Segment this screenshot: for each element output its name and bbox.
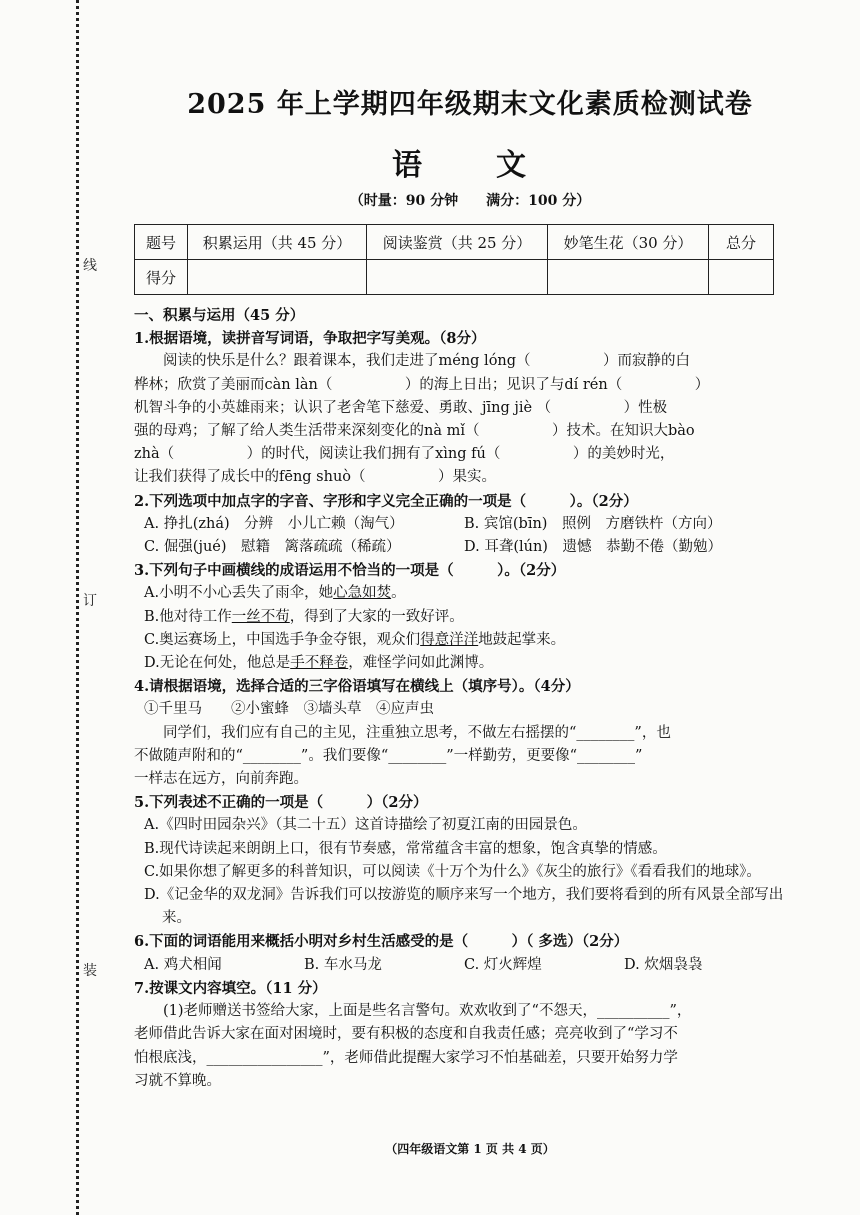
question-6-title: 6.下面的词语能用来概括小明对乡村生活感受的是（ ）（ 多选）（2分） (134, 933, 629, 951)
option-c: C. 灯火辉煌 (464, 956, 542, 973)
binding-char-line: 线 (83, 258, 97, 274)
score-cell-label: 题号 (135, 225, 188, 260)
binding-char-order: 订 (83, 593, 97, 609)
underlined-idiom: 手不释卷 (290, 655, 349, 672)
option-b: B.现代诗读起来朗朗上口，很有节奏感，常常蕴含丰富的想象，饱含真挚的情感。 (144, 840, 667, 857)
option-d: D.《记金华的双龙洞》告诉我们可以按游览的顺序来写一个地方，我们要将看到的所有风景全部写出来。 (144, 887, 784, 927)
option-c: C.如果你想了解更多的科普知识，可以阅读《十万个为什么》《灰尘的旅行》《看看我们的地球》。 (144, 863, 761, 880)
option-d: D. 炊烟袅袅 (624, 956, 703, 973)
question-7-line: 习就不算晚。 (134, 1072, 221, 1089)
score-cell-section1: 积累运用（共 45 分） (188, 225, 367, 260)
question-1-title: 1.根据语境，读拼音写词语，争取把字写美观。（8分） (134, 330, 486, 348)
option-a: A. 鸡犬相闻 (144, 956, 222, 973)
exam-content (134, 304, 784, 1093)
option-a: A. 挣扎(zhá) 分辨 小儿亡赖（淘气） (144, 515, 404, 532)
score-blank[interactable] (188, 260, 367, 295)
question-6-options (134, 954, 784, 977)
score-cell-section3: 妙笔生花（30 分） (548, 225, 709, 260)
exam-title: 2025 年上学期四年级期末文化素质检测试卷 (187, 89, 753, 120)
score-blank[interactable] (709, 260, 774, 295)
score-table (134, 224, 774, 295)
underlined-idiom: 心急如焚 (333, 585, 392, 602)
question-1-line: 桦林；欣赏了美丽而càn làn（ ）的海上日出；见识了与dí rén（ ） (134, 376, 710, 393)
question-4-title: 4.请根据语境，选择合适的三字俗语填写在横线上（填序号）。（4分） (134, 678, 580, 696)
question-7-line: 老师借此告诉大家在面对困境时，要有积极的态度和自我责任感；亮亮收到了“学习不 (134, 1026, 678, 1043)
option-c: C. 倔强(jué) 慰籍 篱落疏疏（稀疏） (144, 539, 401, 556)
question-1-line: 让我们获得了成长中的fēng shuò（ ）果实。 (134, 469, 497, 486)
score-table-header-row (135, 225, 774, 260)
question-2-options-ab (134, 513, 784, 536)
page-footer: （四年级语文第 1 页 共 4 页） (385, 1142, 555, 1156)
question-3-title: 3.下列句子中画横线的成语运用不恰当的一项是（ ）。（2分） (134, 562, 566, 580)
question-2-title: 2.下列选项中加点字的字音、字形和字义完全正确的一项是（ ）。（2分） (134, 492, 638, 510)
option-d: D.无论在何处，他总是手不释卷，难怪学问如此渊博。 (144, 655, 494, 672)
option-a: A.《四时田园杂兴》（其二十五）这首诗描绘了初夏江南的田园景色。 (144, 817, 587, 834)
question-1-line: 强的母鸡；了解了给人类生活带来深刻变化的nà mǐ（ ）技术。在知识大bào (134, 423, 695, 440)
binding-dotted-line (76, 0, 79, 1215)
underlined-idiom: 一丝不苟 (231, 608, 290, 625)
question-5-title: 5.下列表述不正确的一项是（ ）（2分） (134, 794, 428, 812)
score-table-score-row (135, 260, 774, 295)
question-1-line: 机智斗争的小英雄雨来；认识了老舍笔下慈爱、勇敢、jīng jiè （ ）性极 (134, 399, 668, 416)
question-1-line: zhà（ ）的时代，阅读让我们拥有了xìng fú（ ）的美妙时光， (134, 446, 675, 463)
score-blank[interactable] (367, 260, 548, 295)
score-cell-total: 总分 (709, 225, 774, 260)
option-c: C.奥运赛场上，中国选手争金夺银，观众们得意洋洋地鼓起掌来。 (144, 631, 566, 648)
underlined-idiom: 得意洋洋 (420, 631, 479, 648)
score-cell-section2: 阅读鉴赏（共 25 分） (367, 225, 548, 260)
question-1-line: 阅读的快乐是什么？跟着课本，我们走进了méng lóng（ ）而寂静的白 (163, 353, 691, 370)
question-7-line: 怕根底浅，________________”，老师借此提醒大家学习不怕基础差，只要开始努力学 (134, 1049, 678, 1066)
score-blank[interactable] (548, 260, 709, 295)
option-b: B. 宾馆(bīn) 照例 方磨铁杵（方向） (464, 515, 722, 532)
question-7-title: 7.按课文内容填空。（11 分） (134, 979, 327, 997)
option-b: B.他对待工作一丝不苟，得到了大家的一致好评。 (144, 608, 464, 625)
section-title: 一、积累与运用（45 分） (134, 307, 305, 324)
score-cell-score-label: 得分 (135, 260, 188, 295)
question-4-options: ①千里马 ②小蜜蜂 ③墙头草 ④应声虫 (144, 701, 434, 718)
question-4-line: 不做随声附和的“________”。我们要像“________”一样勤劳，更要像“________” (134, 747, 643, 764)
binding-char-bind: 装 (83, 963, 97, 979)
option-b: B. 车水马龙 (304, 956, 382, 973)
exam-timing: （时量：90 分钟 满分：100 分） (349, 193, 591, 209)
option-a: A.小明不小心丢失了雨伞，她心急如焚。 (144, 585, 406, 602)
question-4-line: 同学们，我们应有自己的主见，注重独立思考，不做左右摇摆的“________”，也 (163, 724, 671, 741)
exam-subject: 语 文 (392, 148, 548, 183)
question-7-line: (1)老师赠送书签给大家，上面是些名言警句。欢欢收到了“不怨天，__________”， (163, 1003, 692, 1020)
option-d: D. 耳聋(lún) 遗憾 恭勤不倦（勤勉） (464, 539, 722, 556)
question-2-options-cd (134, 536, 784, 559)
question-4-line: 一样志在远方，向前奔跑。 (134, 771, 308, 788)
